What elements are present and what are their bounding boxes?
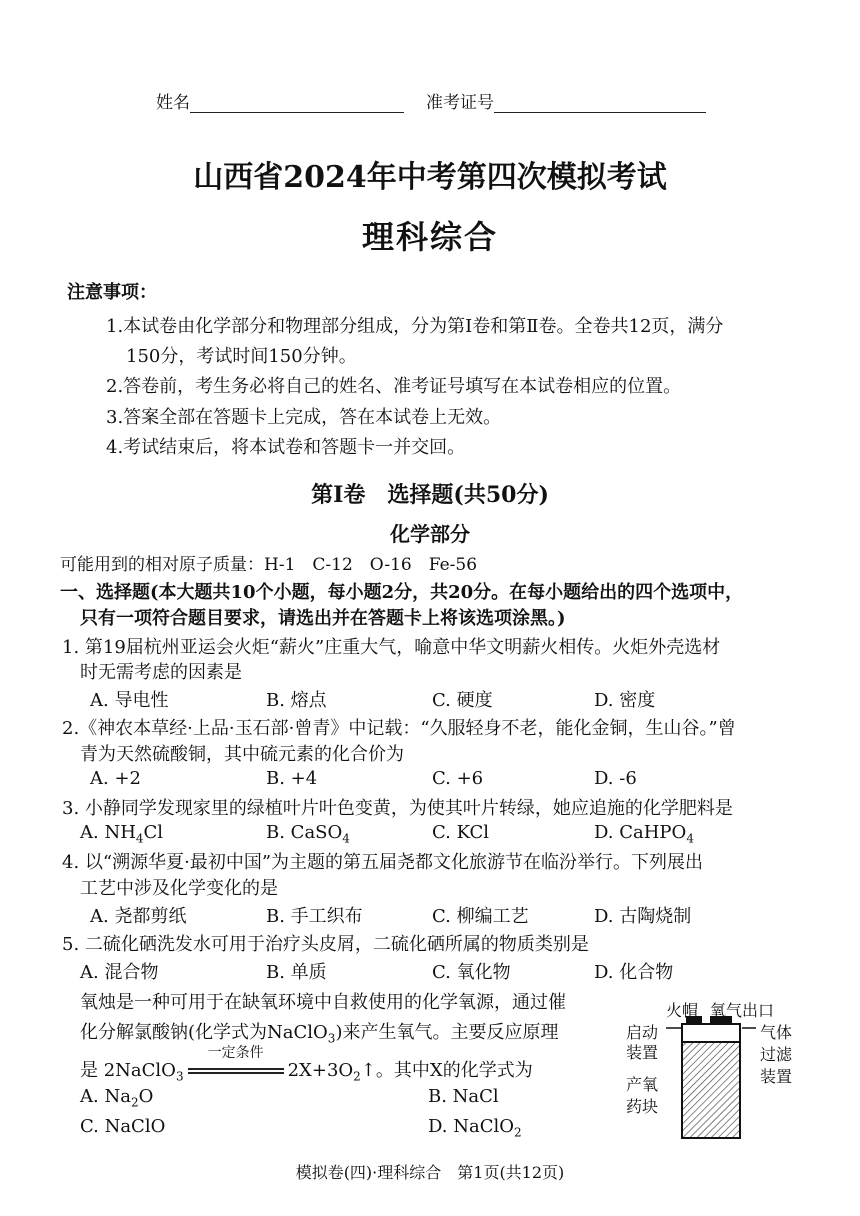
q3-option-b: B. CaSO$_4$ — [266, 822, 350, 846]
q4-line2: 工艺中涉及化学变化的是 — [80, 878, 278, 899]
chem-title: 化学部分 — [390, 522, 470, 546]
q2-option-b: B. +4 — [266, 768, 318, 789]
label-outlet: 氧气出口 — [710, 1001, 775, 1020]
notice-heading: 注意事项： — [67, 282, 157, 303]
q1-option-b: B. 熔点 — [266, 690, 327, 711]
label-start-2: 装置 — [626, 1043, 659, 1062]
oxygen-candle-diagram — [624, 998, 802, 1144]
section1-line2: 只有一项符合题目要求，请选出并在答题卡上将该选项涂黑。) — [80, 608, 566, 629]
q6-option-b: B. NaCl — [428, 1086, 499, 1107]
q2-option-a: A. +2 — [90, 768, 141, 789]
page-footer: 模拟卷(四)·理科综合 第1页(共12页) — [295, 1163, 565, 1182]
q1-option-d: D. 密度 — [594, 690, 656, 711]
label-cap: 火帽 — [666, 1001, 699, 1020]
q6-line2: 化分解氯酸钠(化学式为NaClO$_3$)来产生氧气。主要反应原理 — [80, 1022, 559, 1046]
q6-option-a: A. $Na_2O$ — [80, 1086, 154, 1110]
q4-option-b: B. 手工织布 — [266, 906, 363, 927]
exam-title: 山西省2024年中考第四次模拟考试 — [193, 160, 667, 195]
part1-title: 第Ⅰ卷 选择题(共50分) — [311, 482, 549, 508]
q4-option-d: D. 古陶烧制 — [594, 906, 692, 927]
atomic-mass: 可能用到的相对原子质量：H-1 C-12 O-16 Fe-56 — [60, 555, 478, 575]
name-label: 姓名 — [156, 93, 190, 113]
q5-line1: 5. 二硫化硒洗发水可用于治疗头皮屑，二硫化硒所属的物质类别是 — [62, 934, 589, 955]
label-start-1: 启动 — [626, 1023, 659, 1042]
q3-option-d: D. CaHPO$_4$ — [594, 822, 694, 846]
notice-item-1: 1.本试卷由化学部分和物理部分组成，分为第Ⅰ卷和第Ⅱ卷。全卷共12页，满分 — [106, 316, 724, 337]
q6-line1: 氧烛是一种可用于在缺氧环境中自救使用的化学氧源，通过催 — [80, 992, 566, 1013]
id-field — [426, 88, 706, 113]
id-label: 准考证号 — [426, 93, 494, 113]
exam-subject: 理科综合 — [361, 218, 498, 256]
label-filter-3: 装置 — [760, 1067, 793, 1086]
notice-item-2: 2.答卷前，考生务必将自己的姓名、准考证号填写在本试卷相应的位置。 — [106, 376, 682, 397]
q5-option-b: B. 单质 — [266, 962, 327, 983]
q4-line1: 4. 以“溯源华夏·最初中国”为主题的第五届尧都文化旅游节在临汾举行。下列展出 — [62, 852, 704, 873]
q2-line2: 青为天然硫酸铜，其中硫元素的化合价为 — [80, 744, 404, 765]
q1-line2: 时无需考虑的因素是 — [80, 662, 242, 683]
q3-line1: 3. 小静同学发现家里的绿植叶片叶色变黄，为使其叶片转绿，她应追施的化学肥料是 — [62, 798, 733, 819]
notice-item-4: 4.考试结束后，将本试卷和答题卡一并交回。 — [106, 437, 466, 458]
name-blank — [190, 92, 404, 113]
notice-item-3: 3.答案全部在答题卡上完成，答在本试卷上无效。 — [106, 407, 502, 428]
q1-option-c: C. 硬度 — [432, 690, 493, 711]
label-filter-2: 过滤 — [760, 1045, 793, 1064]
q4-option-c: C. 柳编工艺 — [432, 906, 529, 927]
section1-line1: 一、选择题(本大题共10个小题，每小题2分，共20分。在每小题给出的四个选项中， — [60, 582, 744, 603]
q5-option-a: A. 混合物 — [80, 962, 159, 983]
label-filter-1: 气体 — [760, 1023, 793, 1042]
q6-option-d: D. NaClO$_2$ — [428, 1116, 522, 1140]
q6-option-c: C. NaClO — [80, 1116, 166, 1137]
q5-option-c: C. 氧化物 — [432, 962, 511, 983]
name-field — [156, 88, 404, 113]
q2-option-d: D. -6 — [594, 768, 637, 789]
q2-line1: 2.《神农本草经·上品·玉石部·曾青》中记载：“久服轻身不老，能化金铜，生山谷。”曾 — [62, 718, 736, 739]
label-block-2: 药块 — [626, 1097, 659, 1116]
q6-equation: 是 2NaClO$_3$ 一定条件 $2X+3O_2↑$。其中X的化学式为 — [80, 1045, 533, 1084]
label-block-1: 产氧 — [626, 1075, 659, 1094]
q1-line1: 1. 第19届杭州亚运会火炬“薪火”庄重大气，喻意中华文明薪火相传。火炬外壳选材 — [62, 637, 721, 658]
q1-option-a: A. 导电性 — [90, 690, 169, 711]
q5-option-d: D. 化合物 — [594, 962, 674, 983]
q3-option-a: A. $NH_4Cl$ — [80, 822, 164, 846]
q2-option-c: C. +6 — [432, 768, 484, 789]
q4-option-a: A. 尧都剪纸 — [90, 906, 187, 927]
reaction-arrow: 一定条件 — [188, 1060, 284, 1081]
notice-item-1b: 150分，考试时间150分钟。 — [126, 346, 357, 367]
id-blank — [494, 92, 706, 113]
q3-option-c: C. KCl — [432, 822, 490, 843]
